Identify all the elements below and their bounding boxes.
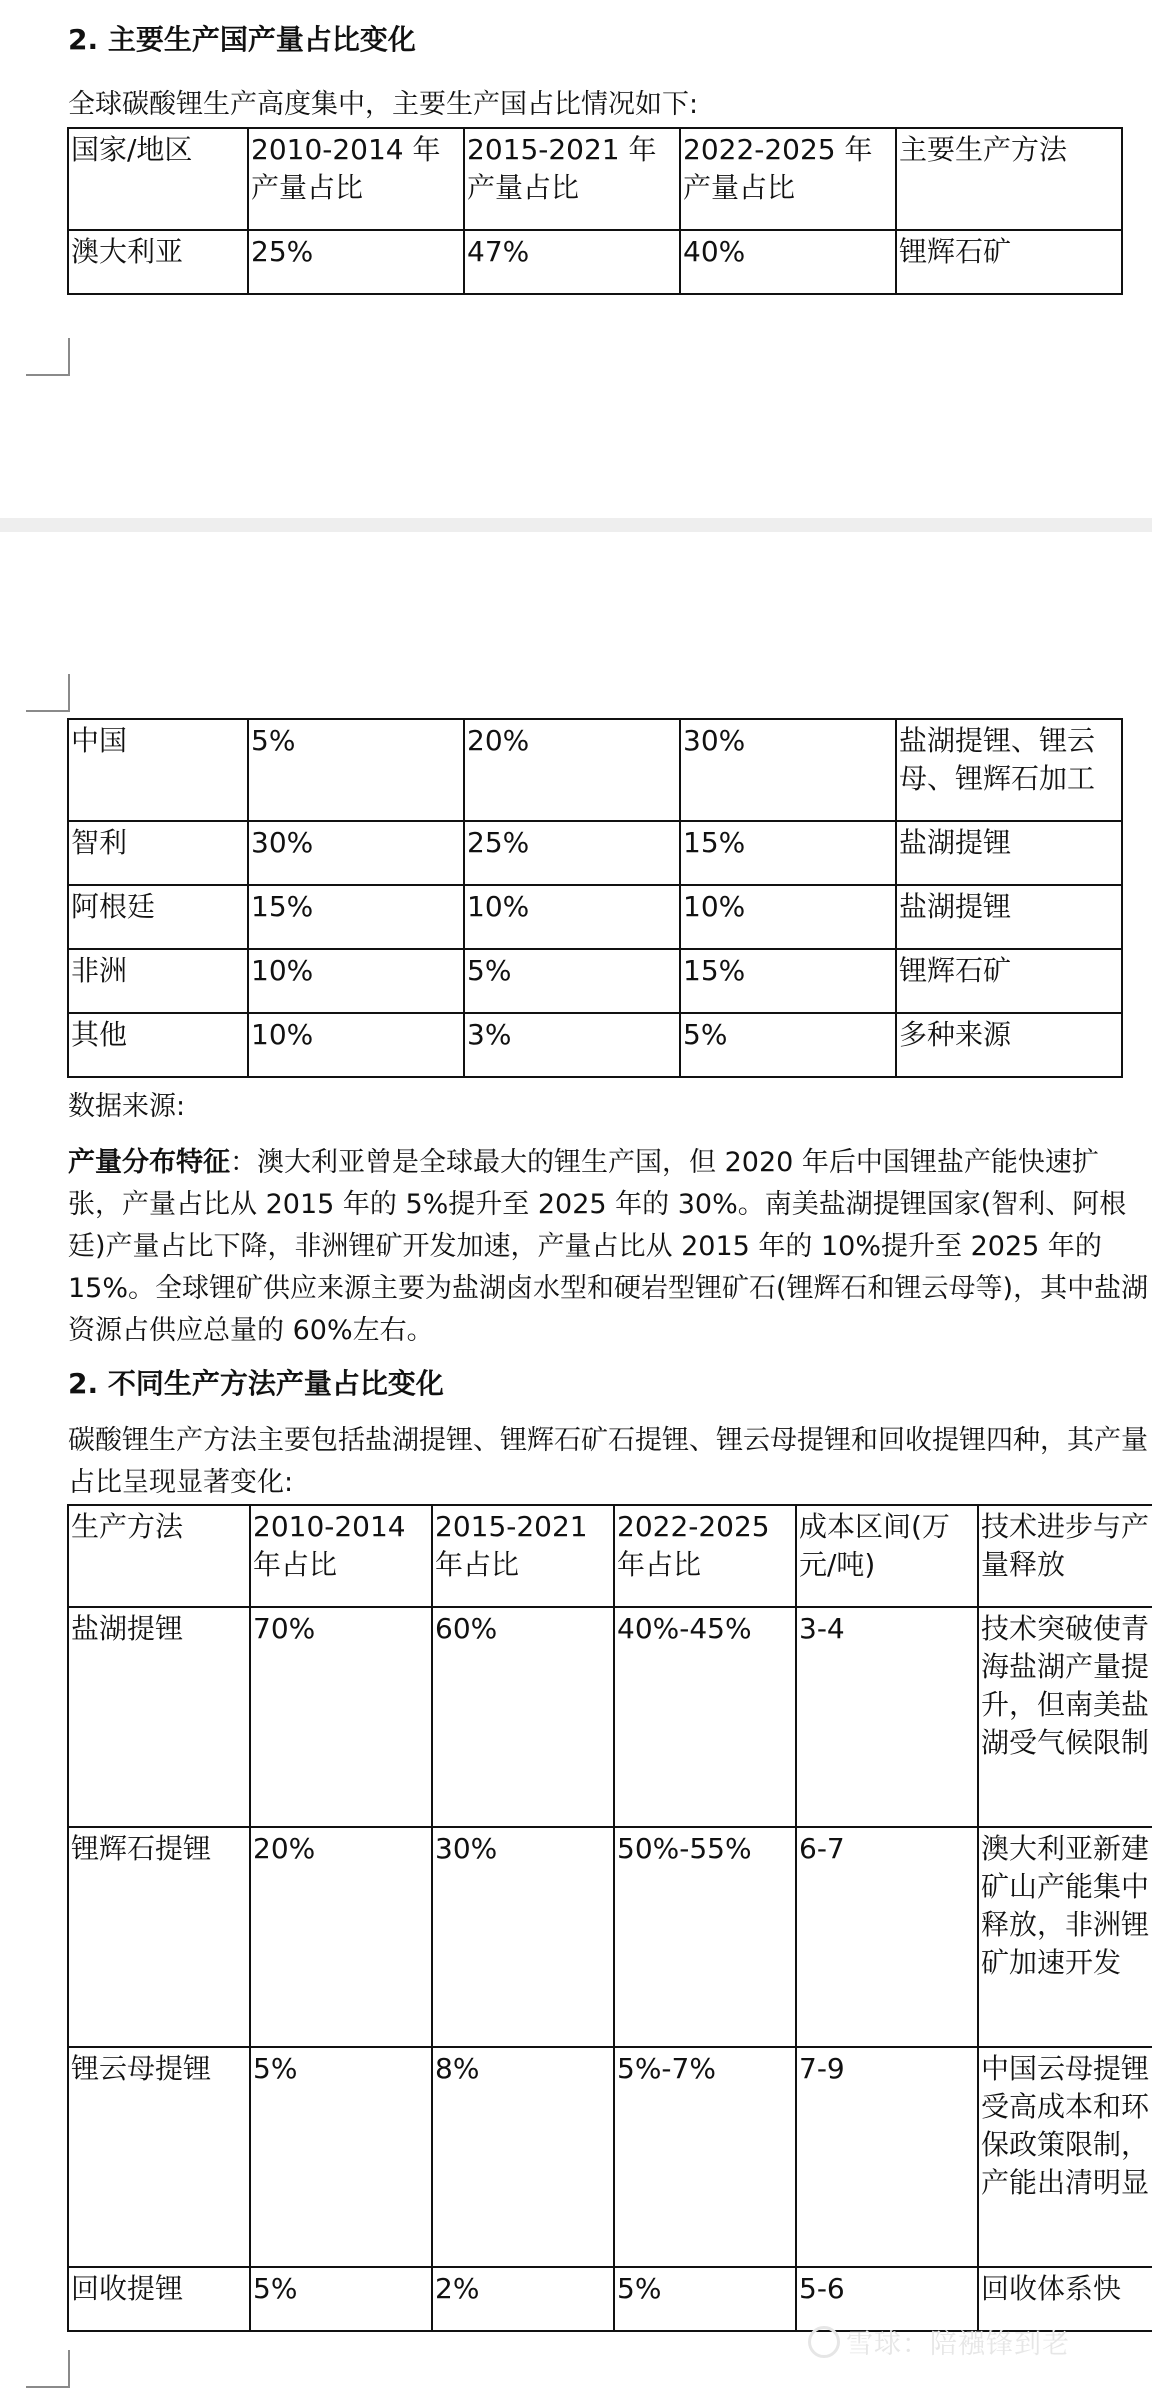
table-header-row [68,128,1122,230]
header-cell: 生产方法 [68,1505,250,1607]
header-cell: 国家/地区 [68,128,248,230]
table-cell: 阿根廷 [68,885,248,949]
header-cell: 技术进步与产量释放 [978,1505,1152,1607]
table-cell: 回收提锂 [68,2267,250,2331]
countries-intro: 全球碳酸锂生产高度集中，主要生产国占比情况如下: [68,89,699,120]
data-source-label: 数据来源: [68,1091,186,1122]
table-cell: 10% [248,1013,464,1077]
table-cell: 30% [432,1827,614,2047]
table-row [68,885,1122,949]
table-cell: 中国云母提锂受高成本和环保政策限制，产能出清明显 [978,2047,1152,2267]
method-share-table [67,1504,1152,2332]
table-cell: 5% [464,949,680,1013]
table-cell: 20% [250,1827,432,2047]
table-cell: 盐湖提锂 [68,1607,250,1827]
table-cell: 澳大利亚新建矿山产能集中释放，非洲锂矿加速开发 [978,1827,1152,2047]
table-row [68,719,1122,821]
page-gap [0,518,1152,532]
table-cell: 15% [680,949,896,1013]
table-row [68,1607,1152,1827]
table-row [68,2047,1152,2267]
methods-intro: 碳酸锂生产方法主要包括盐湖提锂、锂辉石矿石提锂、锂云母提锂和回收提锂四种，其产量占比呈现显著变化: [68,1425,1148,1498]
table-cell: 中国 [68,719,248,821]
table-cell: 5% [250,2047,432,2267]
table-cell: 70% [250,1607,432,1827]
table-cell: 5% [680,1013,896,1077]
table-row [68,949,1122,1013]
table-cell: 25% [248,230,464,294]
table-cell: 15% [248,885,464,949]
table-cell: 15% [680,821,896,885]
table-header-row [68,1505,1152,1607]
table-cell: 5% [614,2267,796,2331]
table-cell: 5-6 [796,2267,978,2331]
table-cell: 澳大利亚 [68,230,248,294]
table-cell: 6-7 [796,1827,978,2047]
header-cell: 成本区间(万元/吨) [796,1505,978,1607]
table-cell: 40% [680,230,896,294]
watermark [808,2322,1070,2361]
page-corner-mark [26,338,70,376]
table-cell: 技术突破使青海盐湖产量提升，但南美盐湖受气候限制 [978,1607,1152,1827]
header-cell: 主要生产方法 [896,128,1122,230]
table-cell: 盐湖提锂、锂云母、锂辉石加工 [896,719,1122,821]
table-cell: 30% [248,821,464,885]
table-cell: 锂辉石矿 [896,230,1122,294]
snowball-logo-icon [808,2326,840,2358]
table-cell: 非洲 [68,949,248,1013]
table-cell: 5%-7% [614,2047,796,2267]
table-row [68,1827,1152,2047]
section-heading-countries: 2. 主要生产国产量占比变化 [68,23,416,56]
table-cell: 8% [432,2047,614,2267]
header-cell: 2015-2021 年占比 [432,1505,614,1607]
table-cell: 3-4 [796,1607,978,1827]
document-page-1 [0,0,1152,518]
table-cell: 47% [464,230,680,294]
table-cell: 2% [432,2267,614,2331]
table-cell: 50%-55% [614,1827,796,2047]
table-row [68,821,1122,885]
table-cell: 锂云母提锂 [68,2047,250,2267]
feature-label: 产量分布特征 [68,1147,230,1178]
table-cell: 锂辉石矿 [896,949,1122,1013]
table-cell: 盐湖提锂 [896,821,1122,885]
table-cell: 60% [432,1607,614,1827]
production-feature-paragraph [68,1142,1152,1352]
table-cell: 10% [248,949,464,1013]
table-cell: 锂辉石提锂 [68,1827,250,2047]
table-cell: 盐湖提锂 [896,885,1122,949]
table-cell: 5% [250,2267,432,2331]
table-row [68,230,1122,294]
page-corner-mark [26,674,70,712]
table-cell: 5% [248,719,464,821]
table-cell: 10% [680,885,896,949]
country-share-table-continued [67,718,1123,1078]
country-share-table [67,127,1123,295]
table-cell: 20% [464,719,680,821]
section-heading-methods: 2. 不同生产方法产量占比变化 [68,1367,444,1400]
header-cell: 2015-2021 年产量占比 [464,128,680,230]
page-corner-mark [26,2350,70,2388]
table-cell: 多种来源 [896,1013,1122,1077]
table-cell: 其他 [68,1013,248,1077]
header-cell: 2022-2025 年占比 [614,1505,796,1607]
header-cell: 2010-2014 年占比 [250,1505,432,1607]
table-cell: 25% [464,821,680,885]
table-cell: 10% [464,885,680,949]
header-cell: 2022-2025 年产量占比 [680,128,896,230]
table-row [68,1013,1122,1077]
table-cell: 3% [464,1013,680,1077]
table-cell: 40%-45% [614,1607,796,1827]
table-cell: 30% [680,719,896,821]
table-cell: 7-9 [796,2047,978,2267]
table-cell: 回收体系快 [978,2267,1152,2331]
header-cell: 2010-2014 年产量占比 [248,128,464,230]
table-cell: 智利 [68,821,248,885]
watermark-text: 雪球：陪襁锋到老 [846,2329,1070,2360]
feature-text: ：澳大利亚曾是全球最大的锂生产国，但 2020 年后中国锂盐产能快速扩张，产量占比从 2015 年的 5%提升至 2025 年的 30%。南美盐湖提锂国家(智利、阿根廷)产量占比下降，非洲锂矿开发加速，产量占比从 2015 年的 10%提升至 2025 年的 15%。全球锂矿供应来源主要为盐湖卤水型和硬岩型锂矿石(锂辉石和锂云母等)，其中盐湖资源占供应总量的 60%左右。 [68,1147,1149,1346]
